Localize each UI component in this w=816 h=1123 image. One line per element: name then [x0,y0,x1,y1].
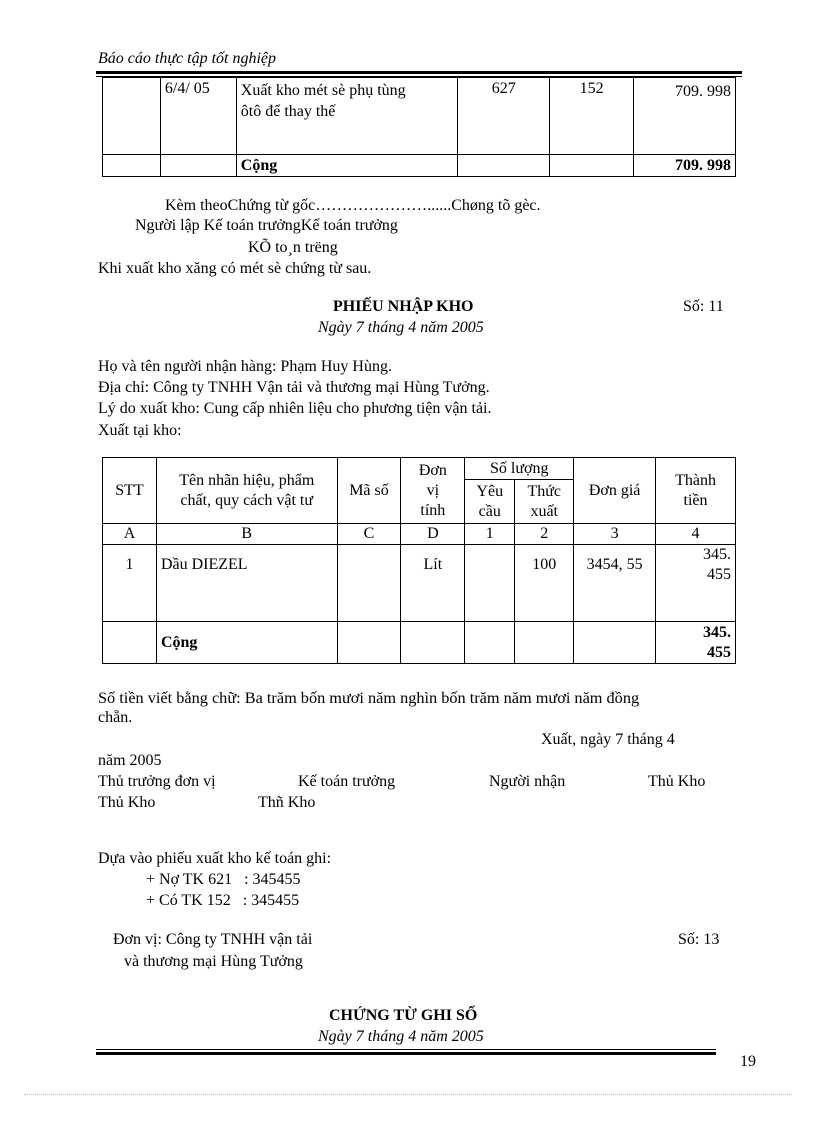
cell-empty [337,622,401,664]
header-row [103,458,736,480]
footer-dotted-line [24,1094,792,1095]
cell-empty [458,155,550,177]
letter-cell: A [103,524,157,545]
row-stt: 1 [103,545,157,622]
entries-intro: Dựa vào phiếu xuất kho kế toán ghi: [98,850,332,867]
cell-credit-account: 152 [550,78,634,155]
letter-cell: C [337,524,401,545]
signature-storekeeper: Thủ Kho [648,773,706,790]
cell-empty [574,622,656,664]
signature-storekeeper-2: Thủ Kho [98,794,156,811]
header-name-line1: Tên nhãn hiệu, phẩm [179,471,315,489]
letter-cell: 2 [515,524,574,545]
voucher-title: CHỨNG TỪ GHI SỔ [329,1007,478,1024]
desc-line1: Xuất kho mét sè phụ tùng [240,82,406,99]
header-requested-line2: cầu [478,502,501,520]
receipt-title: PHIẾU NHẬP KHO [333,298,474,315]
signature-chief-accountant: Kế toán trưởng [298,773,396,790]
cell-empty [465,622,515,664]
header-name-line2: chất, quy cách vật tư [180,491,314,509]
header-unit-line2: vị [426,481,440,499]
header-actual-line2: xuất [530,502,558,520]
entry-debit: + Nợ TK 621 : 345455 [146,871,301,888]
cell-empty [103,155,161,177]
letter-cell: 1 [465,524,515,545]
cell-date: 6/4/ 05 [160,78,236,155]
total-amount: 709. 998 [634,155,736,177]
cell-description [236,78,458,155]
row-total-line1: 345. [703,546,731,563]
header-requested-line1: Yêu [476,482,504,500]
table-row-total [103,622,736,664]
row-price: 3454, 55 [574,545,656,622]
header-stt: STT [103,458,157,524]
header-total [656,458,736,524]
amount-words-line1: Số tiền viết bằng chữ: Ba trăm bốn mươi năm nghìn bốn trăm năm mươi năm đồng [98,688,640,707]
footer-rule-thick [96,1052,716,1055]
cell-empty [103,622,157,664]
signature-receiver: Người nhận [489,773,566,790]
unit-line1: Đơn vị: Công ty TNHH vận tải [113,931,313,948]
letter-cell: B [156,524,337,545]
receipt-date: Ngày 7 tháng 4 năm 2005 [318,319,484,336]
row-unit: Lít [401,545,465,622]
row-total [656,545,736,622]
letter-cell: D [401,524,465,545]
attachments-line1: Kèm theoChứng từ gốc…………………......Chøng tõ gèc. [165,197,541,214]
table-row [103,78,736,155]
attachments-line4: Khi xuất kho xăng có mét sè chứng từ sau. [98,260,372,277]
desc-line2: ôtô để thay thế [240,103,336,120]
signature-storekeeper-3: Thñ Kho [258,794,316,811]
receipt-number: Số: 11 [683,298,724,315]
attachments-line2: Người lập Kế toán trưởngKế toán trưởng [135,217,398,234]
receiver-line: Họ và tên người nhận hàng: Phạm Huy Hùng. [98,358,392,375]
voucher-date: Ngày 7 tháng 4 năm 2005 [318,1028,484,1045]
date-line2: năm 2005 [98,752,162,769]
table-row-total [103,155,736,177]
sum-total [656,622,736,664]
row-code [337,545,401,622]
date-line1: Xuất, ngày 7 tháng 4 [541,731,675,748]
header-total-line1: Thành [675,471,716,489]
cell-empty [401,622,465,664]
total-label: Cộng [236,155,458,177]
row-name: Dầu DIEZEL [156,545,337,622]
page-number: 19 [740,1053,756,1070]
header-total-line2: tiền [683,491,708,509]
table-row [103,545,736,622]
entry-credit: + Có TK 152 : 345455 [146,892,300,909]
row-actual: 100 [515,545,574,622]
unit-number: Số: 13 [678,931,720,948]
cell-empty [160,155,236,177]
header-actual-line1: Thức [527,482,561,500]
amount-words-line2: chẵn. [98,709,133,726]
header-name [156,458,337,524]
cell-empty [515,622,574,664]
letter-cell: 3 [574,524,656,545]
sum-total-line1: 345. [703,623,731,641]
reason-line: Lý do xuất kho: Cung cấp nhiên liệu cho phương tiện vận tải. [98,400,492,417]
cell-empty [550,155,634,177]
header-unit-line1: Đơn [418,461,447,479]
header-quantity: Số lượng [465,458,574,480]
header-code: Mã số [337,458,401,524]
header-price: Đơn giá [574,458,656,524]
cell-empty [103,78,161,155]
unit-line2: và thương mại Hùng Tưởng [124,953,303,970]
header-unit-line3: tính [420,501,446,519]
cell-amount: 709. 998 [634,78,736,155]
sum-total-line2: 455 [707,643,731,661]
items-table [102,457,736,664]
header-actual [515,480,574,524]
header-rule-thick [96,71,742,74]
warehouse-line: Xuất tại kho: [98,422,182,439]
signature-head: Thủ trưởng đơn vị [98,773,216,790]
letters-row [103,524,736,545]
header-requested [465,480,515,524]
attachments-line3: KÕ to¸n trëng [248,239,338,256]
row-requested [465,545,515,622]
top-table [102,77,736,177]
cell-debit-account: 627 [458,78,550,155]
letter-cell: 4 [656,524,736,545]
footer-rule-thin [96,1049,716,1050]
header-title: Báo cáo thực tập tốt nghiệp [98,50,277,67]
address-line: Địa chỉ: Công ty TNHH Vận tải và thương mại Hùng Tưởng. [98,379,490,396]
row-total-line2: 455 [707,566,731,583]
header-unit [401,458,465,524]
sum-label: Cộng [156,622,337,664]
